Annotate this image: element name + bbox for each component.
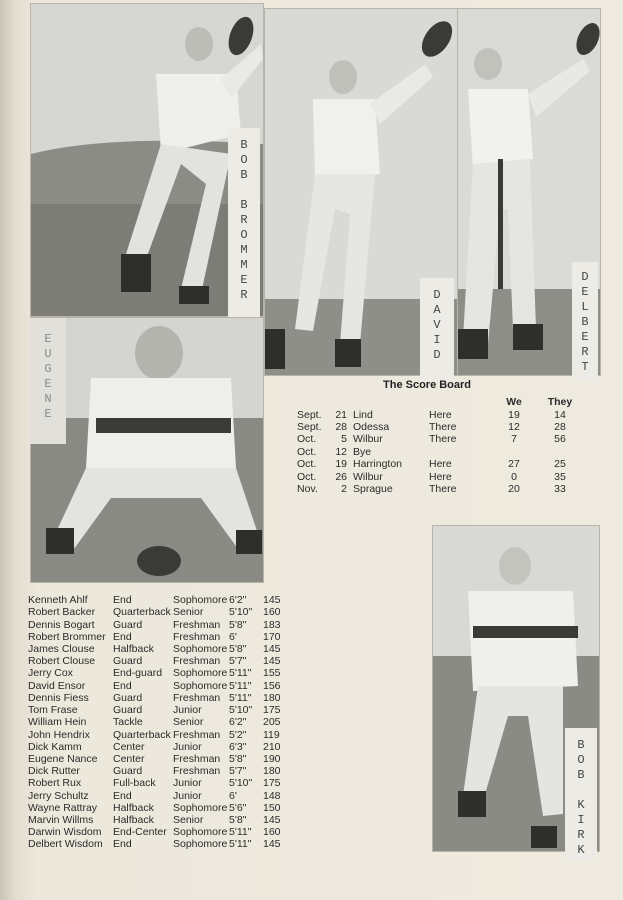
player-height: 6'2"	[229, 594, 247, 607]
game-location: Here	[429, 470, 452, 483]
player-weight: 160	[263, 826, 281, 839]
player-weight: 150	[263, 801, 281, 814]
game-score-they: 35	[554, 470, 566, 483]
caption-letter: D	[433, 288, 441, 302]
game-opponent: Wilbur	[353, 470, 383, 483]
player-position: Halfback	[113, 642, 154, 655]
player-class: Junior	[173, 740, 202, 753]
player-name: Robert Rux	[28, 777, 82, 790]
caption-letter: O	[240, 153, 248, 167]
game-day: 26	[335, 470, 347, 483]
game-month: Oct.	[297, 458, 317, 471]
scoreboard-col-they: They	[547, 396, 573, 409]
scoreboard-table	[297, 396, 583, 495]
game-month: Nov.	[297, 482, 318, 495]
game-score-they: 56	[554, 433, 566, 446]
player-height: 5'11"	[229, 838, 252, 851]
player-position: Guard	[113, 704, 143, 717]
player-weight: 148	[263, 789, 281, 802]
player-weight: 145	[263, 814, 281, 827]
table-row	[297, 483, 583, 495]
player-name: Dick Rutter	[28, 765, 80, 778]
player-weight: 119	[263, 728, 280, 741]
player-position: Full-back	[113, 777, 156, 790]
player-position: Guard	[113, 655, 143, 668]
caption-bob-brommer	[228, 128, 260, 323]
game-location: There	[429, 420, 457, 433]
game-score-they: 25	[554, 458, 566, 471]
player-position: Guard	[113, 691, 143, 704]
game-location: There	[429, 433, 457, 446]
game-score-they: 33	[554, 482, 566, 495]
player-height: 5'8"	[229, 752, 247, 765]
player-weight: 156	[263, 679, 281, 692]
player-name: John Hendrix	[28, 728, 90, 741]
game-opponent: Harrington	[353, 458, 403, 471]
player-name: Eugene Nance	[28, 752, 98, 765]
player-height: 6'3"	[229, 740, 247, 753]
player-weight: 180	[263, 691, 281, 704]
table-row	[28, 790, 293, 802]
game-score-we: 12	[508, 420, 520, 433]
player-name: Dennis Bogart	[28, 618, 95, 631]
caption-bob-kirk	[565, 728, 597, 859]
caption-letter: I	[577, 813, 585, 827]
caption-letter: N	[44, 392, 52, 406]
player-position: Quarterback	[113, 728, 171, 741]
player-class: Freshman	[173, 765, 221, 778]
table-row	[28, 741, 293, 753]
game-day: 21	[335, 408, 347, 421]
table-row	[28, 594, 293, 606]
player-height: 6'2"	[229, 716, 247, 729]
table-row	[28, 692, 293, 704]
game-score-they	[537, 446, 583, 458]
caption-letter: E	[44, 407, 52, 421]
player-weight: 155	[263, 667, 281, 680]
player-name: Marvin Willms	[28, 814, 94, 827]
player-name: Kenneth Ahlf	[28, 594, 88, 607]
player-position: End	[113, 838, 132, 851]
player-name: Jerry Cox	[28, 667, 73, 680]
table-row	[28, 728, 293, 740]
caption-letter: E	[44, 332, 52, 346]
player-height: 5'8"	[229, 642, 247, 655]
caption-letter: G	[44, 362, 52, 376]
caption-letter: E	[581, 330, 589, 344]
player-class: Freshman	[173, 630, 221, 643]
caption-letter: R	[581, 345, 589, 359]
player-class: Sophomore	[173, 667, 228, 680]
player-height: 5'10"	[229, 606, 253, 619]
player-height: 5'8"	[229, 814, 247, 827]
game-opponent: Bye	[353, 445, 372, 458]
caption-david	[420, 278, 454, 382]
player-class: Sophomore	[173, 679, 228, 692]
caption-letter: O	[577, 753, 585, 767]
player-class: Freshman	[173, 752, 221, 765]
player-class: Senior	[173, 606, 204, 619]
table-row	[28, 667, 293, 679]
player-class: Freshman	[173, 728, 221, 741]
game-day: 5	[341, 433, 347, 446]
player-name: Robert Backer	[28, 606, 96, 619]
player-height: 6'	[229, 789, 237, 802]
table-row	[28, 838, 293, 850]
caption-eugene	[30, 318, 66, 444]
player-position: End	[113, 630, 132, 643]
player-position: End-Center	[113, 826, 167, 839]
scoreboard-col-we: We	[506, 396, 522, 409]
player-height: 5'8"	[229, 618, 247, 631]
player-weight: 145	[263, 655, 281, 668]
player-class: Sophomore	[173, 838, 228, 851]
caption-delbert	[572, 262, 598, 380]
table-row	[297, 446, 583, 458]
player-weight: 210	[263, 740, 281, 753]
table-row	[28, 777, 293, 789]
game-score-we: 19	[508, 408, 520, 421]
caption-letter: E	[240, 273, 248, 287]
player-class: Sophomore	[173, 594, 228, 607]
game-score-we: 7	[511, 433, 517, 446]
player-position: Guard	[113, 618, 143, 631]
player-weight: 160	[263, 606, 281, 619]
player-weight: 175	[263, 704, 281, 717]
player-weight: 145	[263, 594, 281, 607]
game-day: 12	[335, 445, 347, 458]
caption-letter: D	[581, 270, 589, 284]
player-name: Dennis Fiess	[28, 691, 89, 704]
player-name: Tom Frase	[28, 704, 78, 717]
game-location: Here	[429, 408, 452, 421]
player-height: 5'7"	[229, 655, 247, 668]
player-class: Sophomore	[173, 801, 228, 814]
player-name: William Hein	[28, 716, 87, 729]
table-row	[28, 765, 293, 777]
player-height: 6'	[229, 630, 237, 643]
player-class: Senior	[173, 716, 204, 729]
caption-letter: I	[433, 333, 441, 347]
caption-letter: O	[240, 228, 248, 242]
caption-letter: E	[44, 377, 52, 391]
player-class: Senior	[173, 814, 204, 827]
caption-letter: D	[433, 348, 441, 362]
player-class: Junior	[173, 777, 202, 790]
player-height: 5'10"	[229, 704, 253, 717]
caption-letter: V	[433, 318, 441, 332]
player-weight: 180	[263, 765, 281, 778]
game-day: 2	[341, 482, 347, 495]
player-name: Jerry Schultz	[28, 789, 89, 802]
caption-letter: M	[240, 258, 248, 272]
caption-letter: B	[240, 198, 248, 212]
player-weight: 175	[263, 777, 281, 790]
player-name: Delbert Wisdom	[28, 838, 103, 851]
caption-letter: R	[240, 288, 248, 302]
player-class: Junior	[173, 704, 202, 717]
game-month: Oct.	[297, 433, 317, 446]
table-row	[28, 606, 293, 618]
game-day: 28	[335, 420, 347, 433]
player-position: Center	[113, 740, 145, 753]
caption-letter: U	[44, 347, 52, 361]
player-position: End	[113, 594, 132, 607]
player-height: 5'7"	[229, 765, 247, 778]
player-position: Halfback	[113, 801, 154, 814]
caption-letter: K	[577, 798, 585, 812]
player-height: 5'10"	[229, 777, 253, 790]
table-row	[297, 470, 583, 482]
player-height: 5'11"	[229, 667, 252, 680]
game-month: Oct.	[297, 470, 317, 483]
caption-letter: B	[577, 768, 585, 782]
table-row	[28, 631, 293, 643]
table-row	[28, 802, 293, 814]
caption-letter: K	[577, 843, 585, 857]
table-row	[28, 704, 293, 716]
caption-letter: A	[433, 303, 441, 317]
table-row	[28, 753, 293, 765]
game-opponent: Odessa	[353, 420, 390, 433]
caption-letter: B	[240, 168, 248, 182]
game-day: 19	[335, 458, 347, 471]
player-name: Robert Clouse	[28, 655, 96, 668]
scoreboard-title: The Score Board	[383, 379, 472, 391]
player-position: End-guard	[113, 667, 163, 680]
table-row	[28, 655, 293, 667]
caption-letter: B	[577, 738, 585, 752]
player-class: Sophomore	[173, 642, 228, 655]
game-score-we	[491, 446, 537, 458]
scoreboard-header-row	[297, 396, 583, 408]
player-position: End	[113, 679, 132, 692]
player-name: Robert Brommer	[28, 630, 106, 643]
player-height: 5'6"	[229, 801, 247, 814]
player-position: Halfback	[113, 814, 154, 827]
table-row	[28, 643, 293, 655]
game-score-they: 14	[554, 408, 566, 421]
game-score-we: 20	[508, 482, 520, 495]
caption-letter: B	[581, 315, 589, 329]
game-location	[429, 446, 491, 458]
player-position: Quarterback	[113, 606, 171, 619]
player-height: 5'11"	[229, 679, 252, 692]
game-month: Sept.	[297, 420, 322, 433]
game-opponent: Wilbur	[353, 433, 383, 446]
table-row	[28, 826, 293, 838]
caption-letter: R	[240, 213, 248, 227]
player-name: Darwin Wisdom	[28, 826, 102, 839]
player-name: James Clouse	[28, 642, 95, 655]
player-class: Freshman	[173, 618, 221, 631]
roster-table	[28, 594, 293, 851]
game-score-we: 27	[508, 458, 520, 471]
player-class: Freshman	[173, 691, 221, 704]
player-weight: 183	[263, 618, 281, 631]
caption-letter: T	[581, 360, 589, 374]
caption-letter: B	[240, 138, 248, 152]
player-position: Center	[113, 752, 145, 765]
player-weight: 190	[263, 752, 281, 765]
table-row	[28, 680, 293, 692]
game-month: Sept.	[297, 408, 322, 421]
player-weight: 205	[263, 716, 281, 729]
player-name: Dick Kamm	[28, 740, 82, 753]
player-height: 5'11"	[229, 691, 252, 704]
caption-letter: L	[581, 300, 589, 314]
table-row	[28, 618, 293, 630]
player-weight: 170	[263, 630, 281, 643]
player-class: Junior	[173, 789, 202, 802]
player-height: 5'2"	[229, 728, 247, 741]
game-score-we: 0	[511, 470, 517, 483]
caption-letter: E	[581, 285, 589, 299]
game-opponent: Sprague	[353, 482, 393, 495]
table-row	[297, 458, 583, 470]
game-location: Here	[429, 458, 452, 471]
player-weight: 145	[263, 838, 281, 851]
player-class: Freshman	[173, 655, 221, 668]
player-position: Guard	[113, 765, 143, 778]
player-name: Wayne Rattray	[28, 801, 98, 814]
table-row	[28, 814, 293, 826]
game-opponent: Lind	[353, 408, 373, 421]
game-month: Oct.	[297, 445, 317, 458]
player-class: Sophomore	[173, 826, 228, 839]
player-height: 5'11"	[229, 826, 252, 839]
player-name: David Ensor	[28, 679, 86, 692]
table-row	[28, 716, 293, 728]
table-row	[297, 408, 583, 420]
table-row	[297, 433, 583, 445]
table-row	[297, 421, 583, 433]
player-position: Tackle	[113, 716, 143, 729]
game-location: There	[429, 482, 457, 495]
caption-letter: R	[577, 828, 585, 842]
caption-letter: M	[240, 243, 248, 257]
player-position: End	[113, 789, 132, 802]
player-weight: 145	[263, 642, 281, 655]
game-score-they: 28	[554, 420, 566, 433]
